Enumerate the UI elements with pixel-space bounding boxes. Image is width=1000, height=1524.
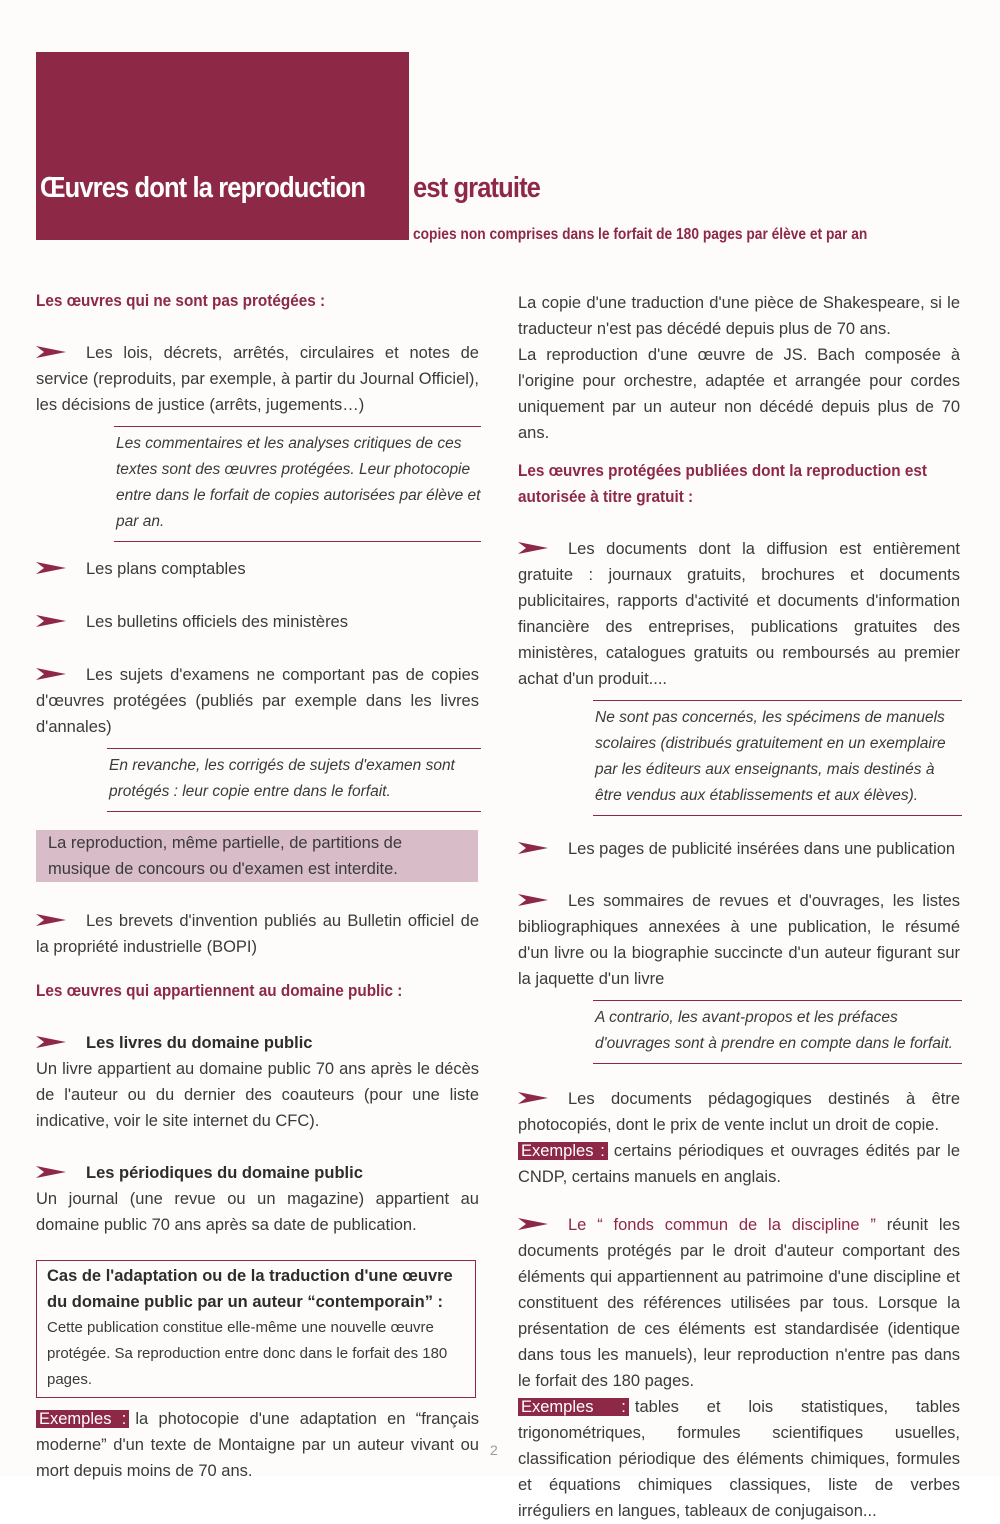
arrow-icon (518, 1092, 548, 1104)
examples-left (36, 1406, 479, 1484)
adaptation-box-text: Cette publication constitue elle-même une nouvelle œuvre protégée. Sa reproduction entre donc dans le forfait des 180 pages. (47, 1319, 448, 1388)
books-text: Un livre appartient au domaine public 70 ans après le décès de l'auteur ou du dernier des coauteurs (pour une liste indicative, voir le site internet du CFC). (36, 1060, 479, 1130)
periodicals-text: Un journal (une revue ou un magazine) appartient au domaine public 70 ans après sa date de publication. (36, 1190, 479, 1234)
arrow-icon (518, 842, 548, 854)
arrow-icon (36, 346, 66, 358)
left-column (36, 288, 479, 1484)
arrow-icon (36, 914, 66, 926)
title-left: Œuvres dont la reproduction (40, 172, 366, 204)
right-column (518, 290, 960, 1524)
bullet-exams-text: Les sujets d'examens ne comportant pas de copies d'œuvres protégées (publiés par exemple dans les livres d'annales) (36, 666, 479, 736)
note-commentaries: Les commentaires et les analyses critiques de ces textes sont des œuvres protégées. Leur photocopie entre dans le forfait de copies autorisées par élève et par an. (114, 426, 481, 542)
note-a-contrario: A contrario, les avant-propos et les préfaces d'ouvrages sont à prendre en compte dans le forfait. (593, 1000, 962, 1064)
bullet-summaries-text: Les sommaires de revues et d'ouvrages, les listes bibliographiques annexées à une publication, le résumé d'un livre ou la biographie succincte d'un auteur figurant sur la jaquette d'un livre (518, 892, 960, 988)
adaptation-box (36, 1260, 476, 1398)
arrow-icon (36, 1166, 66, 1178)
bullet-free-docs-text: Les documents dont la diffusion est entièrement gratuite : journaux gratuits, brochures et documents publicitaires, rapports d'activité et documents d'information financière des entreprises, publications gratuites des ministères, catalogues gratuits ou remboursés au premier achat d'un produit.... (518, 540, 960, 688)
examples-right-1 (518, 1138, 960, 1190)
examples-right-1-text: certains périodiques et ouvrages édités par le CNDP, certains manuels en anglais. (518, 1142, 960, 1186)
arrow-icon (518, 894, 548, 906)
examples-label: Exemples : (518, 1142, 608, 1160)
fonds-commun-text: réunit les documents protégés par le droit d'auteur comportant des éléments qui appartiennent au patrimoine d'une discipline et constituent des références utilisées par tous. Lorsque la présentation de ces éléments est standardisée (identique dans tous les manuels), leur reproduction n'entre pas dans le forfait des 180 pages. (518, 1216, 960, 1390)
page-number: 2 (490, 1442, 498, 1458)
adaptation-box-title: Cas de l'adaptation ou de la traduction d'une œuvre du domaine public par un auteur “contemporain” : (47, 1267, 453, 1311)
bullet-books-title: Les livres du domaine public (86, 1034, 313, 1052)
arrow-icon (518, 1218, 548, 1230)
bullet-laws-text: Les lois, décrets, arrêtés, circulaires et notes de service (reproduits, par exemple, à partir du Journal Officiel), les décisions de justice (arrêts, jugements…) (36, 344, 479, 414)
arrow-icon (36, 562, 66, 574)
examples-label: Exemples : (36, 1410, 129, 1428)
bullet-brevets (36, 908, 479, 960)
heading-public-domain: Les œuvres qui appartiennent au domaine public : (36, 981, 403, 1000)
subtitle: copies non comprises dans le forfait de 180 pages par élève et par an (413, 226, 868, 243)
bullet-laws (36, 340, 479, 418)
bullet-free-docs (518, 536, 960, 692)
examples-right-2-text: tables et lois statistiques, tables trigonométriques, formules scientifiques usuelles, classification périodique des éléments chimiques, formules et équations chimiques classiques, liste de verbes irréguliers en langues, tableaux de conjugaison... (518, 1398, 960, 1520)
heading-free-protected: Les œuvres protégées publiées dont la reproduction est autorisée à titre gratuit : (518, 461, 927, 506)
bullet-ads (518, 836, 960, 862)
pink-box-partitions: La reproduction, même partielle, de partitions de musique de concours ou d'examen est interdite. (36, 830, 478, 882)
arrow-icon (518, 542, 548, 554)
note-corriges: En revanche, les corrigés de sujets d'examen sont protégés : leur copie entre dans le forfait. (107, 748, 481, 812)
arrow-icon (36, 1036, 66, 1048)
title-right: est gratuite (413, 172, 541, 204)
fonds-commun-label: Le “ fonds commun de la discipline ” (568, 1216, 876, 1234)
bullet-ads-text: Les pages de publicité insérées dans une publication (568, 840, 956, 858)
bullet-pedagogic (518, 1086, 960, 1138)
bullet-periodicals-title: Les périodiques du domaine public (86, 1164, 363, 1182)
bullet-plans (36, 556, 479, 582)
examples-label: Exemples : (518, 1398, 629, 1416)
bullet-bulletins (36, 609, 479, 635)
header-block (36, 52, 409, 240)
bullet-plans-text: Les plans comptables (86, 560, 246, 578)
arrow-icon (36, 615, 66, 627)
bullet-exams (36, 662, 479, 740)
bullet-brevets-text: Les brevets d'invention publiés au Bulletin officiel de la propriété industrielle (BOPI) (36, 912, 479, 956)
arrow-icon (36, 668, 66, 680)
bullet-books (36, 1030, 479, 1056)
bullet-bulletins-text: Les bulletins officiels des ministères (86, 613, 348, 631)
heading-unprotected: Les œuvres qui ne sont pas protégées : (36, 291, 326, 310)
bach-text: La reproduction d'une œuvre de JS. Bach composée à l'origine pour orchestre, adaptée et arrangée pour cordes uniquement par un auteur non décédé depuis plus de 70 ans. (518, 346, 960, 442)
examples-right-2 (518, 1394, 960, 1524)
bullet-periodicals (36, 1160, 479, 1186)
bullet-summaries (518, 888, 960, 992)
note-specimens: Ne sont pas concernés, les spécimens de manuels scolaires (distribués gratuitement en un exemplaire par les éditeurs aux enseignants, mais destinés à être vendus aux établissements et aux élèves). (593, 700, 962, 816)
shakespeare-text: La copie d'une traduction d'une pièce de Shakespeare, si le traducteur n'est pas décédé depuis plus de 70 ans. (518, 294, 960, 338)
bullet-pedagogic-text: Les documents pédagogiques destinés à être photocopiés, dont le prix de vente inclut un droit de copie. (518, 1090, 960, 1134)
bullet-fonds-commun (518, 1212, 960, 1394)
examples-left-text: la photocopie d'une adaptation en “français moderne” d'un texte de Montaigne par un auteur vivant ou mort depuis moins de 70 ans. (36, 1410, 479, 1480)
